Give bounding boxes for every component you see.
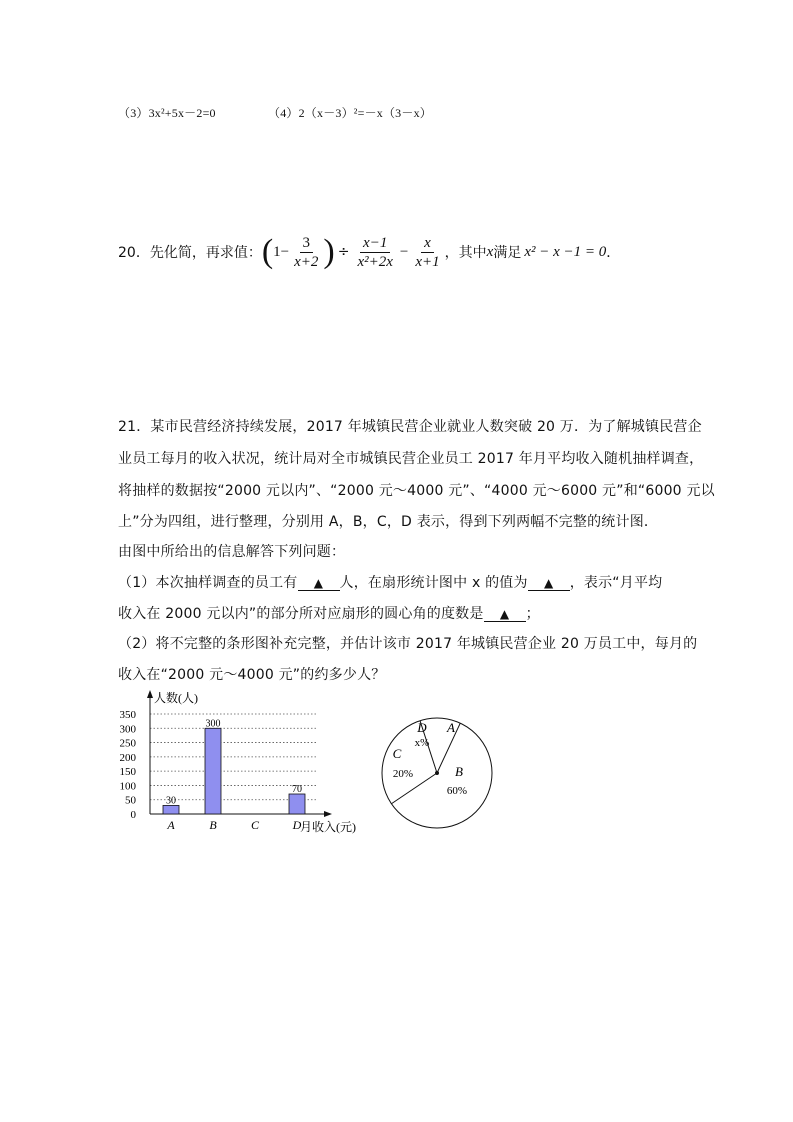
- q20-fraction-2: [354, 234, 395, 271]
- q20-right-paren: ): [323, 233, 335, 270]
- q20-where: ，其中: [444, 245, 487, 261]
- q20-left-paren: (: [261, 233, 274, 270]
- q20-prefix: 20．先化简，再求值：: [118, 245, 262, 261]
- q21-line4: 上”分为四组，进行整理，分别用 A，B，C，D 表示，得到下列两幅不完整的统计图．: [118, 514, 659, 530]
- q20-f1-den: x+2: [294, 253, 319, 270]
- x-axis-label: 月收入(元): [300, 820, 356, 834]
- q20-end: ．: [606, 245, 621, 261]
- q20-f2-den: x²+2x: [357, 253, 393, 270]
- x-tick-label: B: [209, 818, 217, 832]
- pie-label-A: A: [447, 720, 455, 735]
- q21-sub1-line1: [118, 572, 662, 592]
- q20-equation: x² − x −1 = 0: [524, 243, 607, 260]
- bar-chart: [110, 686, 370, 838]
- q21-sub1-line2: [118, 603, 540, 623]
- q21-sub1-b: 人，在扇形统计图中 x 的值为: [339, 575, 528, 591]
- y-tick-label: 50: [125, 794, 136, 807]
- bar-B: [205, 728, 221, 814]
- q19-part3: （3）3x²+5x－2=0: [118, 106, 216, 120]
- bar-D: [289, 794, 305, 814]
- q21-line3: 将抽样的数据按“2000 元以内”、“2000 元～4000 元”、“4000 元～6000 元”和“6000 元以: [118, 483, 715, 499]
- q20-satisfies: 满足: [493, 245, 522, 261]
- q20-var: x: [486, 243, 494, 260]
- pie-value-B: 60%: [446, 785, 468, 797]
- y-tick-label: 250: [119, 737, 136, 750]
- y-tick-label: 150: [119, 766, 136, 779]
- q20-minus: −: [399, 243, 409, 260]
- bar-value-label: 30: [166, 795, 176, 807]
- bar-value-label: 70: [292, 784, 302, 795]
- triangle-icon: ▲: [543, 576, 554, 590]
- q21-sub1-e: ；: [525, 606, 540, 622]
- x-tick-label: D: [292, 818, 302, 832]
- pie-label-C: C: [392, 746, 402, 761]
- pie-chart: [376, 716, 498, 830]
- bar-marks: [163, 718, 305, 832]
- triangle-icon: ▲: [499, 607, 510, 621]
- x-tick-label: A: [167, 818, 175, 832]
- y-tick-label: 300: [119, 723, 136, 736]
- q20-line: [118, 230, 620, 274]
- answer-blank-2[interactable]: [528, 576, 570, 591]
- pie-value-D: x%: [414, 737, 430, 749]
- bar-yticks: [120, 709, 137, 821]
- x-axis-arrow-icon: [324, 811, 332, 817]
- q21-sub1-a: （1）本次抽样调查的员工有: [118, 575, 298, 591]
- q21-sub1-c: ，表示“月平均: [569, 575, 663, 591]
- q20-f1-num: 3: [300, 234, 314, 253]
- bar-A: [163, 805, 179, 814]
- y-tick-label: 0: [130, 809, 136, 821]
- pie-center-dot: [435, 771, 439, 775]
- q20-f3-num: x: [421, 234, 434, 253]
- q20-f3-den: x+1: [415, 253, 440, 270]
- q19-part4: （4）2（x－3）²=－x（3－x）: [268, 106, 432, 120]
- q20-div: ÷: [337, 244, 350, 260]
- triangle-icon: ▲: [313, 576, 324, 590]
- q21-sub1-d: 收入在 2000 元以内”的部分所对应扇形的圆心角的度数是: [118, 606, 484, 622]
- q20-fraction-1: [291, 234, 321, 271]
- q21-sub2-line2: 收入在“2000 元～4000 元”的约多少人？: [118, 667, 386, 683]
- answer-blank-1[interactable]: [298, 576, 340, 591]
- q20-f2-num: x−1: [360, 234, 390, 253]
- y-tick-label: 100: [119, 780, 136, 793]
- pie-label-B: B: [455, 764, 463, 779]
- q21-line2: 业员工每月的收入状况，统计局对全市城镇民营企业员工 2017 年月平均收入随机抽样调查，: [118, 451, 704, 467]
- q20-fraction-3: [412, 234, 442, 271]
- q21-sub2-line1: （2）将不完整的条形图补充完整，并估计该市 2017 年城镇民营企业 20 万员工中，每月的: [118, 636, 698, 652]
- pie-label-D: D: [417, 720, 427, 735]
- pie-value-C: 20%: [392, 768, 414, 780]
- y-tick-label: 200: [119, 751, 136, 764]
- bar-value-label: 300: [205, 718, 221, 730]
- y-axis-arrow-icon: [147, 690, 153, 698]
- y-tick-label: 350: [119, 709, 136, 721]
- q20-one-minus: 1−: [273, 243, 290, 260]
- y-axis-label: 人数(人): [154, 691, 198, 705]
- x-tick-label: C: [250, 818, 260, 832]
- q21-line5: 由图中所给出的信息解答下列问题：: [118, 544, 346, 560]
- q21-line1: 21．某市民营经济持续发展，2017 年城镇民营企业就业人数突破 20 万．为了解城镇民营企: [118, 419, 702, 435]
- answer-blank-3[interactable]: [484, 607, 526, 622]
